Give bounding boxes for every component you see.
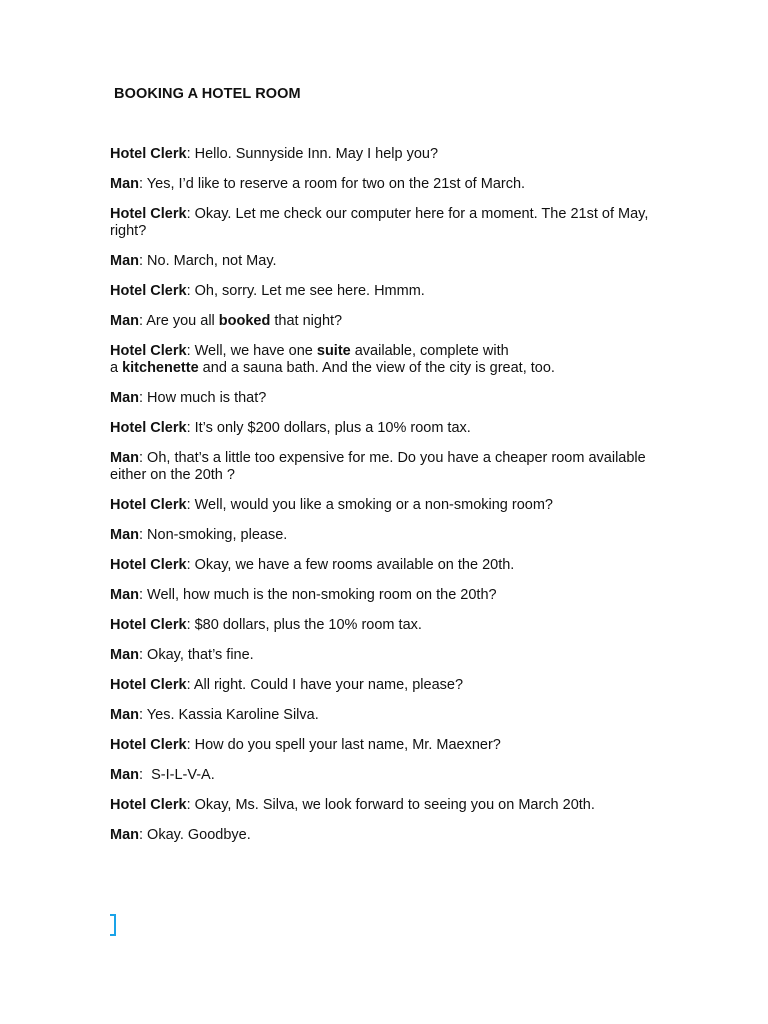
dialogue-text: : S-I-L-V-A. [139,767,215,783]
dialogue-text: : Yes, I’d like to reserve a room for two on the 21st of March. [139,176,526,192]
dialogue-text: : Okay, we have a few rooms available on the 20th. [186,557,515,573]
dialogue-line [110,587,670,604]
dialogue-text: : Oh, sorry. Let me see here. Hmmm. [186,283,425,299]
speaker-name: Man [110,587,139,603]
dialogue-line [110,677,670,694]
dialogue-text: : How do you spell your last name, Mr. Maexner? [186,737,501,753]
dialogue-line [110,617,670,634]
dialogue-text: : It’s only $200 dollars, plus a 10% room tax. [186,420,471,436]
dialogue-text: : Non-smoking, please. [139,527,288,543]
dialogue-line [110,557,670,574]
dialogue-line [110,737,670,754]
speaker-name: Man [110,767,139,783]
speaker-name: Man [110,390,139,406]
dialogue-text: : Are you all [139,313,219,329]
speaker-name: Man [110,450,139,466]
speaker-name: Hotel Clerk [110,617,187,633]
dialogue-text: : Yes. Kassia Karoline Silva. [139,707,319,723]
dialogue-text: : Okay. Goodbye. [139,827,251,843]
dialogue-line [110,390,670,407]
dialogue-line [110,450,670,484]
speaker-name: Hotel Clerk [110,557,187,573]
speaker-name: Hotel Clerk [110,737,187,753]
dialogue-text: a [110,360,119,376]
dialogue-text: : Oh, that’s a little too expensive for me. Do you have a cheaper room available either on the 20th ? [110,450,650,483]
speaker-name: Hotel Clerk [110,420,187,436]
dialogue-line [110,176,670,193]
speaker-name: Hotel Clerk [110,497,187,513]
dialogue-line [110,707,670,724]
document-title: BOOKING A HOTEL ROOM [114,86,301,102]
dialogue-text: : All right. Could I have your name, please? [186,677,464,693]
speaker-name: Man [110,527,139,543]
speaker-name: Hotel Clerk [110,146,187,162]
dialogue-text: available, complete with [350,343,509,359]
dialogue-line [110,420,670,437]
speaker-name: Man [110,707,139,723]
dialogue-text: : Okay, that’s fine. [139,647,254,663]
dialogue-text: and a sauna bath. And the view of the city is great, too. [198,360,555,376]
dialogue-text: : No. March, not May. [139,253,277,269]
speaker-name: Man [110,176,139,192]
emphasized-word: kitchenette [122,360,199,376]
dialogue-line [110,206,670,240]
speaker-name: Hotel Clerk [110,677,187,693]
dialogue-text: : Okay. Let me check our computer here for a moment. The 21st of May, right? [110,206,653,239]
dialogue-line [110,313,670,330]
speaker-name: Man [110,647,139,663]
text-cursor-bracket [110,914,116,936]
speaker-name: Man [110,827,139,843]
dialogue-line [110,527,670,544]
dialogue-text: : How much is that? [139,390,267,406]
dialogue-text: : Well, would you like a smoking or a non-smoking room? [186,497,553,513]
emphasized-word: suite [316,343,351,359]
dialogue [110,146,670,844]
speaker-name: Hotel Clerk [110,343,187,359]
dialogue-line [110,797,670,814]
dialogue-line [110,146,670,163]
speaker-name: Hotel Clerk [110,206,187,222]
dialogue-text: : Well, we have one [186,343,317,359]
dialogue-line [110,497,670,514]
dialogue-text: that night? [270,313,343,329]
dialogue-text: : $80 dollars, plus the 10% room tax. [186,617,422,633]
dialogue-line [110,767,670,784]
emphasized-word: booked [218,313,271,329]
dialogue-text: : Okay, Ms. Silva, we look forward to seeing you on March 20th. [186,797,595,813]
speaker-name: Hotel Clerk [110,283,187,299]
dialogue-line [110,343,670,377]
dialogue-text: : Hello. Sunnyside Inn. May I help you? [186,146,439,162]
dialogue-line [110,647,670,664]
speaker-name: Hotel Clerk [110,797,187,813]
dialogue-line [110,253,670,270]
speaker-name: Man [110,253,139,269]
dialogue-text: : Well, how much is the non-smoking room on the 20th? [139,587,497,603]
speaker-name: Man [110,313,139,329]
dialogue-line [110,283,670,300]
dialogue-line [110,827,670,844]
